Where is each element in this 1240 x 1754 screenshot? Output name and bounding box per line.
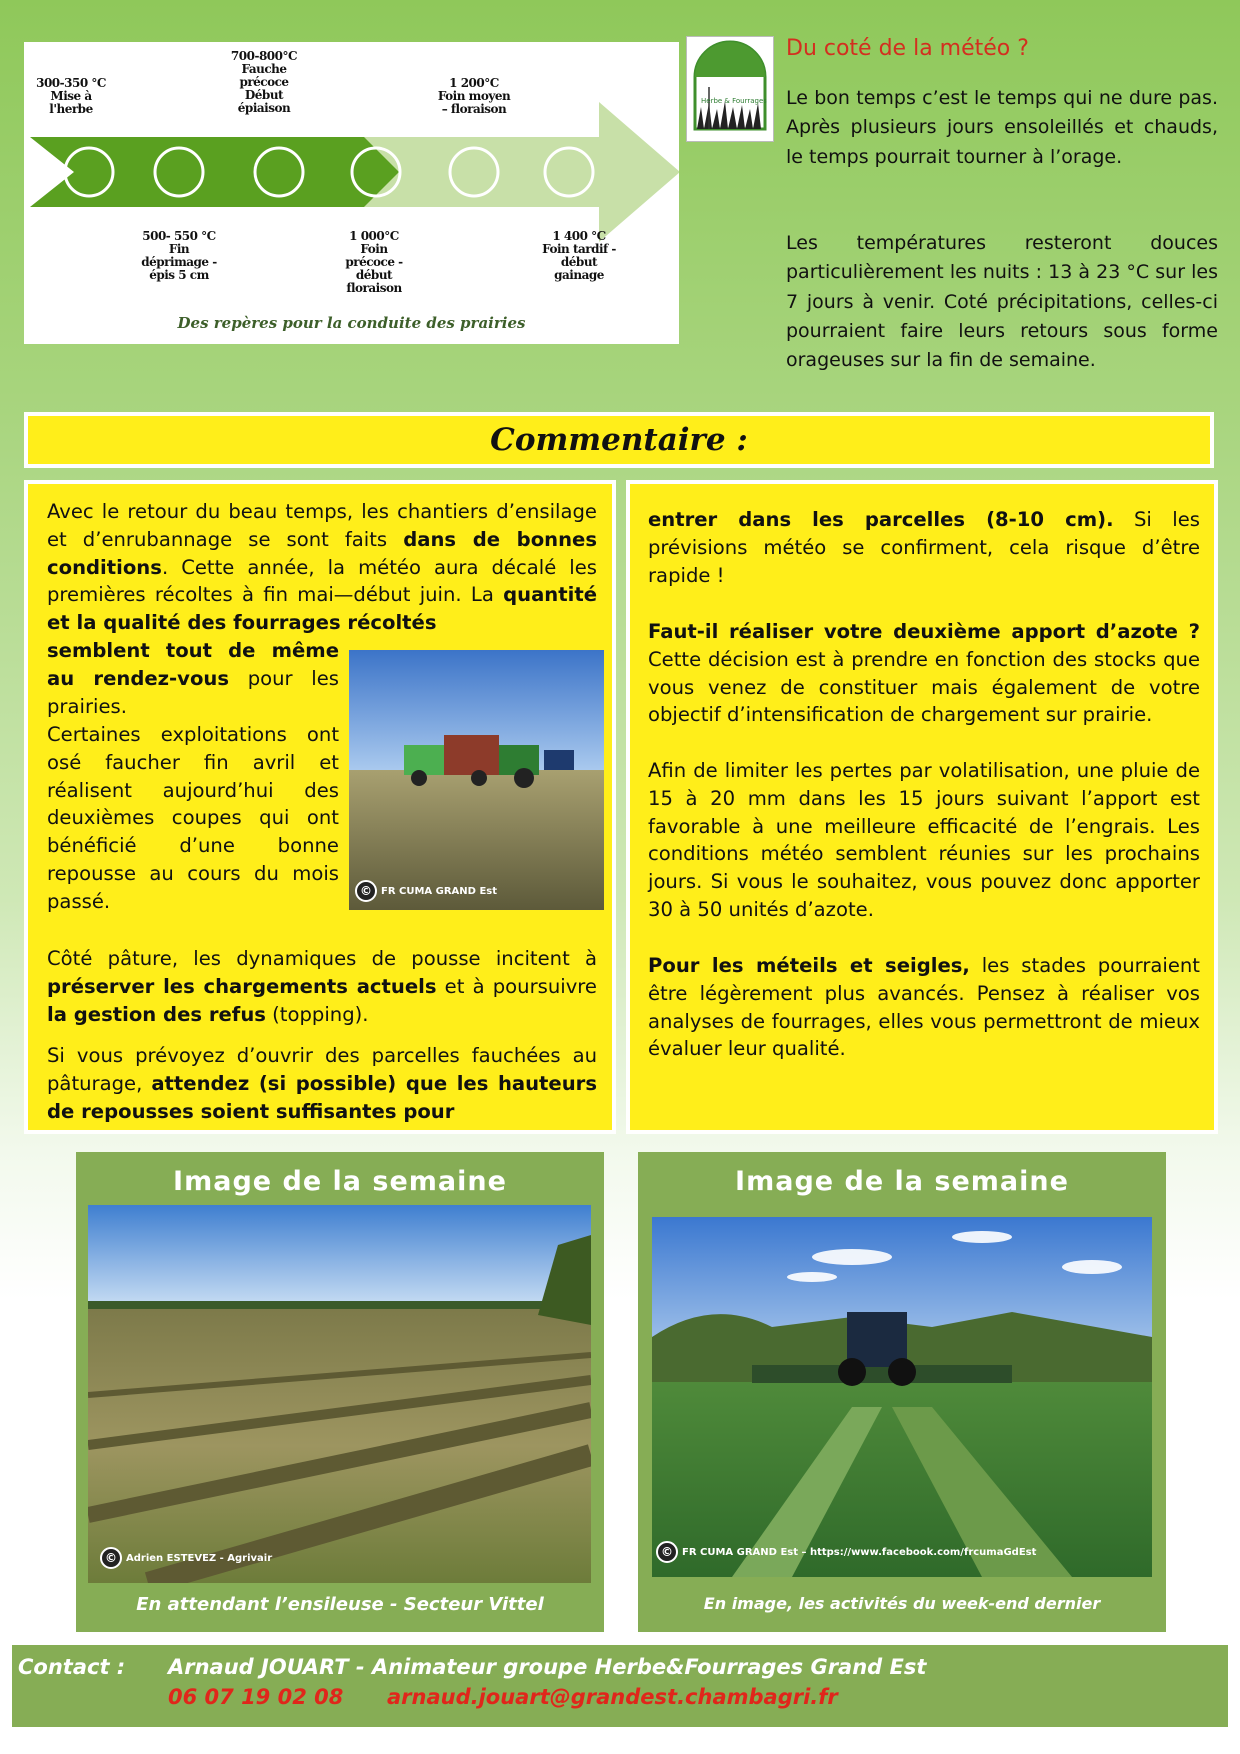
- right-paragraph-2: Faut-il réaliser votre deuxième apport d’azote ? Cette décision est à prendre en fonction des stocks que vous venez de constituer mais également de votre objectif d’intensification de chargement sur prairie.: [648, 620, 1200, 727]
- image-of-week-panel-2: [638, 1152, 1166, 1632]
- contact-email-link[interactable]: arnaud.jouart@grandest.chambagri.fr: [387, 1685, 838, 1709]
- left-paragraph-5: Si vous prévoyez d’ouvrir des parcelles fauchées au pâturage, attendez (si possible) que les hauteurs de repousses soient suffisantes pour: [47, 1044, 597, 1123]
- commentaire-header: [24, 412, 1214, 468]
- left-paragraph-4: Côté pâture, les dynamiques de pousse incitent à préserver les chargements actuels et à poursuivre la gestion des refus (topping).: [47, 947, 597, 1026]
- harvest-photo-credit: © FR CUMA GRAND Est: [355, 880, 497, 902]
- meteo-title: Du coté de la météo ?: [786, 36, 1029, 61]
- timeline-label-1000: 1 000°C Foin précoce - début floraison: [345, 229, 403, 295]
- meteo-paragraph-1: Le bon temps c’est le temps qui ne dure pas. Après plusieurs jours ensoleillés et chauds, le temps pourrait tourner à l’orage.: [786, 87, 1218, 168]
- image-of-week-title: Image de la semaine: [173, 1166, 507, 1197]
- mowing-photo-credit: © FR CUMA GRAND Est – https://www.facebook.com/frcumaGdEst: [656, 1541, 1036, 1563]
- grass-stages-timeline: [24, 42, 679, 344]
- harvest-photo: [349, 650, 604, 910]
- commentaire-right-column: [626, 480, 1218, 1134]
- logo-text: Herbe & Fourrages: [701, 97, 767, 105]
- timeline-caption: Des repères pour la conduite des prairies: [177, 314, 526, 332]
- grass-logo-icon: [687, 37, 773, 141]
- forage-harvester-photo-icon: [349, 650, 604, 910]
- contact-label: Contact :: [18, 1655, 126, 1679]
- right-paragraph-4: Pour les méteils et seigles, les stades pourraient être légèrement plus avancés. Pensez à réaliser vos analyses de fourrages, elles vous permettront de mieux évaluer leur qualité.: [648, 954, 1200, 1061]
- left-paragraph-1: Avec le retour du beau temps, les chantiers d’ensilage et d’enrubannage se sont faits dans de bonnes conditions. Cette année, la météo aura décalé les premières récoltes à fin mai—début juin. La quantité et la qualité des fourrages récoltés: [47, 500, 598, 635]
- copyright-icon: ©: [656, 1541, 678, 1563]
- right-paragraph-3: Afin de limiter les pertes par volatilisation, une pluie de 15 à 20 mm dans les 15 jours suivant l’apport est favorable à une meilleure efficacité de l’engrais. Les conditions météo semblent réunies sur les prochains jours. Si vous le souhaitez, vous pouvez donc apporter 30 à 50 unités d’azote.: [648, 759, 1200, 921]
- contact-phone[interactable]: 06 07 19 02 08: [168, 1685, 344, 1709]
- hay-rows-photo-icon: [88, 1205, 591, 1583]
- timeline-label-1200: 1 200°C Foin moyen – floraison: [437, 76, 511, 116]
- hay-field-photo: [88, 1205, 591, 1583]
- copyright-icon: ©: [100, 1547, 122, 1569]
- image-caption-1: En attendant l’ensileuse - Secteur Vittel: [136, 1594, 544, 1615]
- timeline-label-300: 300-350 °C Mise à l'herbe: [36, 76, 106, 116]
- commentaire-title: Commentaire :: [490, 422, 748, 458]
- image-caption-2: En image, les activités du week-end dernier: [703, 1594, 1101, 1613]
- contact-name: Arnaud JOUART - Animateur groupe Herbe&Fourrages Grand Est: [168, 1655, 927, 1679]
- right-paragraph-1: entrer dans les parcelles (8-10 cm). Si les prévisions météo se confirment, cela risque d’être rapide !: [648, 508, 1200, 587]
- left-paragraph-2: semblent tout de même au rendez-vous pour les prairies.: [47, 639, 339, 718]
- tractor-mowing-photo-icon: [652, 1217, 1152, 1577]
- commentaire-left-column: [24, 480, 616, 1134]
- copyright-icon: ©: [355, 880, 377, 902]
- meteo-paragraph-2: Les températures resteront douces particulièrement les nuits : 13 à 23 °C sur les 7 jours à venir. Coté précipitations, celles-ci pourraient faire leurs retours sous forme orageuses sur la fin de semaine.: [786, 232, 1218, 372]
- timeline-label-500: 500- 550 °C Fin déprimage - épis 5 cm: [141, 229, 217, 282]
- mowing-photo: [652, 1217, 1152, 1577]
- left-paragraph-3: Certaines exploitations ont osé faucher fin avril et réalisent aujourd’hui des deuxièmes coupes qui ont bénéficié d’une bonne repousse au cours du mois passé.: [47, 723, 339, 913]
- image-of-week-title: Image de la semaine: [735, 1166, 1069, 1197]
- contact-bar: [12, 1645, 1228, 1727]
- hay-photo-credit: © Adrien ESTEVEZ - Agrivair: [100, 1547, 272, 1569]
- timeline-label-1400: 1 400 °C Foin tardif - début gainage: [542, 229, 616, 282]
- image-of-week-panel-1: [76, 1152, 604, 1632]
- timeline-arrow-graphic: [24, 42, 679, 344]
- timeline-label-700: 700-800°C Fauche précoce Début épiaison: [230, 49, 298, 115]
- herbe-fourrages-logo: [686, 36, 774, 142]
